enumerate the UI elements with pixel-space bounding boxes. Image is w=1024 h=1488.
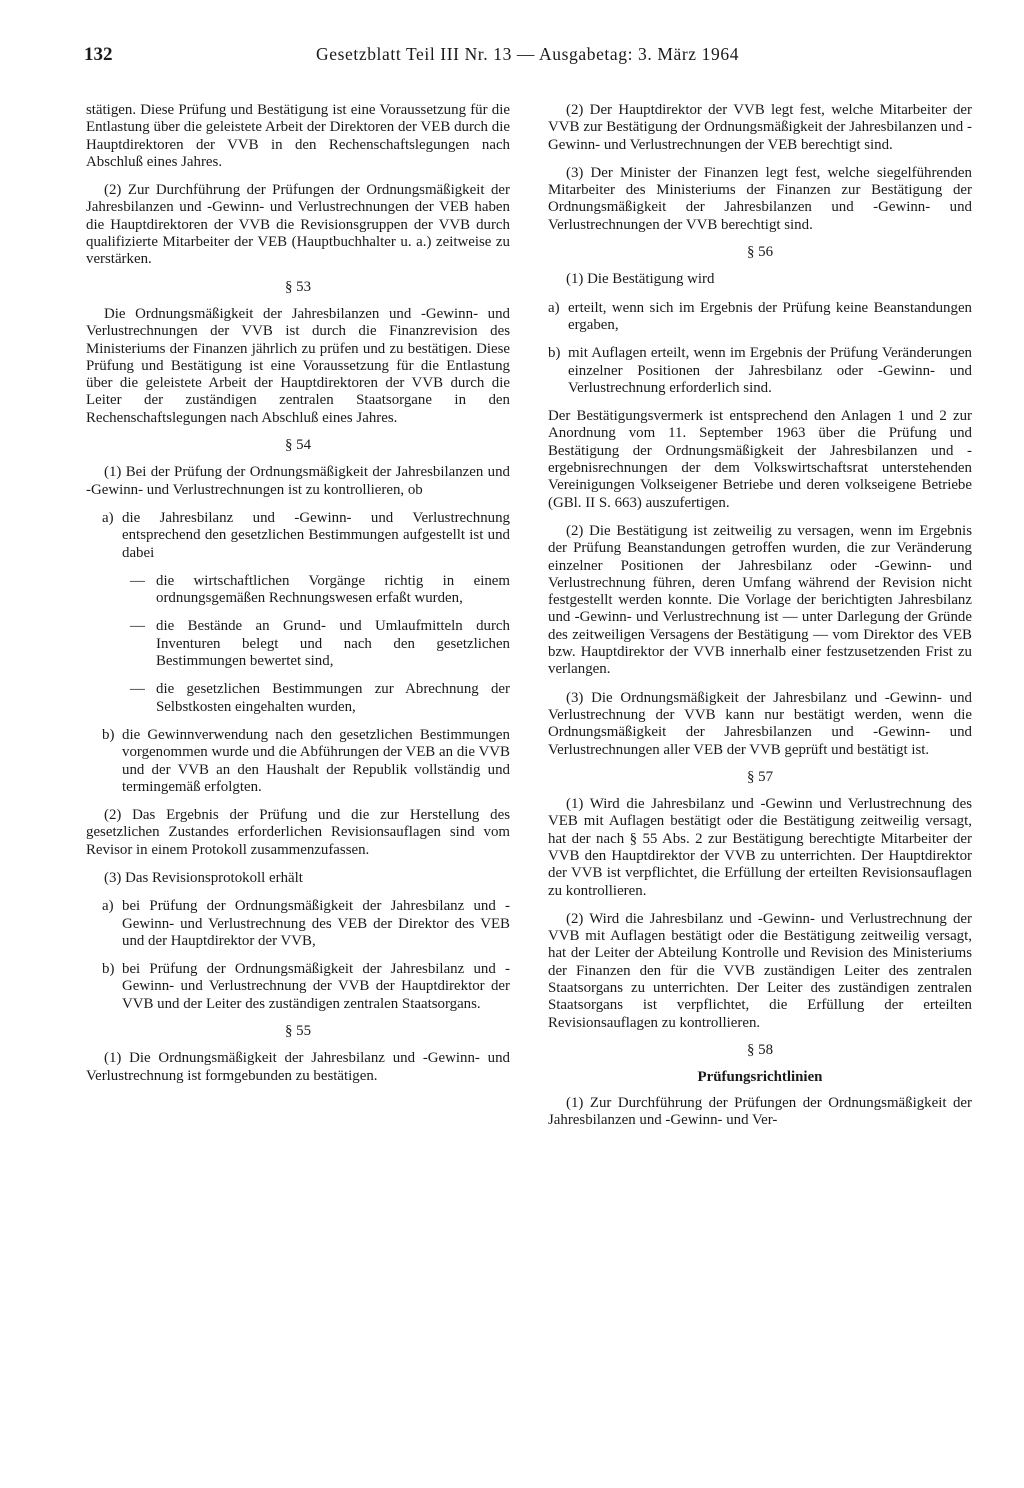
paragraph: (1) Die Ordnungsmäßigkeit der Jahresbilanz und -Gewinn- und Verlustrechnung ist formgebunden zu bestätigen. (86, 1050, 510, 1084)
section-heading-56: § 56 (746, 244, 774, 261)
list-text: mit Auflagen erteilt, wenn im Ergebnis der Prüfung Veränderungen einzelner Positionen der Jahresbilanz oder -Gewinn- und Verlustrechnung erforderlich sind. (568, 345, 972, 396)
section-heading-53: § 53 (284, 278, 312, 295)
list-item-b (102, 961, 510, 1013)
list-label: a) (548, 299, 560, 316)
section-heading-58: § 58 (746, 1041, 774, 1058)
list-label: b) (102, 961, 115, 978)
paragraph: (1) Die Bestätigung wird (566, 271, 715, 288)
page-header (84, 44, 972, 72)
paragraph: (2) Zur Durchführung der Prüfungen der Ordnungsmäßigkeit der Jahresbilanzen und -Gewinn- und Verlustrechnungen der VEB haben die Hauptdirektoren der VVB die Revisionsgruppen der VVB durch qualifizierte Mitarbeiter der VEB (Hauptbuchhalter u. a.) zeitweise zu verstärken. (86, 182, 510, 268)
paragraph: (2) Die Bestätigung ist zeitweilig zu versagen, wenn im Ergebnis der Prüfung Beanstandungen getroffen wurden, die zur Veränderung einzelner Positionen der Jahresbilanz oder -Gewinn- und Verlustrechnung führen, deren Umfang während der Revision nicht festgestellt werden konnte. Die Vorlage der berichtigten Jahresbilanz und -Gewinn- und Verlustrechnung ist — unter Darlegung der Gründe des zeitweiligen Versagens der Bestätigung — vom Direktor des VEB bzw. Hauptdirektor der VVB innerhalb einer festzusetzenden Frist zu verlangen. (548, 522, 972, 678)
list-text: die gesetzlichen Bestimmungen zur Abrechnung der Selbstkosten eingehalten wurden, (156, 681, 510, 715)
paragraph: (2) Der Hauptdirektor der VVB legt fest, welche Mitarbeiter der VVB zur Bestätigung der Ordnungsmäßigkeit der Jahresbilanzen und -Gewinn- und Verlustrechnungen der VEB berechtigt sind. (548, 102, 972, 153)
paragraph: Die Ordnungsmäßigkeit der Jahresbilanzen und -Gewinn- und Verlustrechnungen der VVB ist durch die Finanzrevision des Ministeriums der Finanzen jährlich zu prüfen und zu bestätigen. Diese Prüfung und Bestätigung ist eine Voraussetzung für die Entlastung über die geleistete Arbeit der Hauptdirektoren der VVB durch die Leiter der zuständigen zentralen Staatsorgane in den Rechenschaftslegungen nach Abschluß eines Jahres. (86, 305, 510, 426)
list-item-a (548, 300, 972, 335)
list-text: erteilt, wenn sich im Ergebnis der Prüfung keine Beanstandungen ergaben, (568, 299, 972, 333)
section-heading-55: § 55 (284, 1023, 312, 1040)
paragraph: (1) Zur Durchführung der Prüfungen der Ordnungsmäßigkeit der Jahresbilanzen und -Gewinn- und Ver- (548, 1094, 972, 1128)
paragraph: (2) Wird die Jahresbilanz und -Gewinn- und Verlustrechnung der VVB mit Auflagen bestätigt oder die Bestätigung zeitweilig versagt, hat der Leiter der Abteilung Kontrolle und Revision des Ministeriums der Finanzen den für die VVB zuständigen Leiter des zentralen Staatsorgans zu unterrichten. Der Leiter des zuständigen zentralen Staatsorgans ist verpflichtet, die Erfüllung der erteilten Revisionsauflagen zu kontrollieren. (548, 910, 972, 1031)
paragraph: (3) Die Ordnungsmäßigkeit der Jahresbilanz und -Gewinn- und Verlustrechnung der VVB kann nur bestätigt werden, wenn die Ordnungsmäßigkeit der Jahresbilanzen und -Gewinn- und Verlustrechnungen aller VEB der VVB geprüft und bestätigt ist. (548, 689, 972, 758)
dash-mark: — (130, 681, 145, 698)
list-item-a (102, 510, 510, 562)
paragraph: (3) Das Revisionsprotokoll erhält (104, 869, 303, 886)
list-label: a) (102, 898, 114, 915)
paragraph: (1) Wird die Jahresbilanz und -Gewinn und Verlustrechnung des VEB mit Auflagen bestätigt oder die Bestätigung zeitweilig versagt, hat der nach § 55 Abs. 2 zur Bestätigung berechtigte Mitarbeiter der VVB den Hauptdirektor der VVB zu unterrichten. Der Hauptdirektor der VVB ist verpflichtet, die Erfüllung der erteilten Revisionsauflagen zu kontrollieren. (548, 796, 972, 899)
list-text: die Jahresbilanz und -Gewinn- und Verlustrechnung entsprechend den gesetzlichen Bestimmungen aufgestellt ist und dabei (122, 509, 510, 561)
list-item-a (102, 898, 510, 950)
right-column (548, 102, 972, 1129)
list-label: b) (102, 726, 115, 743)
left-column (86, 102, 510, 1085)
list-text: die Gewinnverwendung nach den gesetzlichen Bestimmungen vorgenommen wurde und die Abführungen der VEB an die VVB und der VVB an den Haushalt der Republik vollständig und termingemäß erfolgten. (122, 726, 510, 795)
dash-item (130, 618, 510, 670)
list-text: die wirtschaftlichen Vorgänge richtig in einem ordnungsgemäßen Rechnungswesen erfaßt wurden, (156, 572, 510, 607)
dash-mark: — (130, 572, 145, 589)
list-item-b (548, 345, 972, 397)
list-text: die Bestände an Grund- und Umlaufmitteln durch Inventuren belegt und nach den gesetzlichen Bestimmungen bewertet sind, (156, 618, 510, 670)
dash-item (130, 573, 510, 608)
paragraph: (1) Bei der Prüfung der Ordnungsmäßigkeit der Jahresbilanzen und -Gewinn- und Verlustrechnungen ist zu kontrollieren, ob (86, 464, 510, 498)
page-number: 132 (84, 44, 113, 65)
list-text: bei Prüfung der Ordnungsmäßigkeit der Jahresbilanz und -Gewinn- und Verlustrechnung der VVB der Hauptdirektor der VVB und der Leiter des zuständigen zentralen Staatsorgans. (122, 961, 510, 1012)
dash-item (130, 681, 510, 716)
paragraph: Der Bestätigungsvermerk ist entsprechend den Anlagen 1 und 2 zur Anordnung vom 11. September 1963 über die Prüfung und Bestätigung der Ordnungsmäßigkeit der Jahresbilanzen und -ergebnisrechnungen der dem Volkswirtschaftsrat unterstehenden Vereinigungen Volkseigener Betriebe und deren volkseigene Betriebe (GBl. II S. 663) auszufertigen. (548, 408, 972, 511)
section-heading-54: § 54 (284, 437, 312, 454)
section-title: Prüfungsrichtlinien (697, 1069, 823, 1086)
list-label: a) (102, 509, 114, 526)
section-heading-57: § 57 (746, 768, 774, 785)
paragraph: (2) Das Ergebnis der Prüfung und die zur Herstellung des gesetzlichen Zustandes erforderlichen Revisionsauflagen sind vom Revisor in einem Protokoll zusammenzufassen. (86, 807, 510, 858)
list-item-b (102, 727, 510, 796)
list-label: b) (548, 345, 561, 362)
list-text: bei Prüfung der Ordnungsmäßigkeit der Jahresbilanz und -Gewinn- und Verlustrechnung des VEB der Direktor des VEB und der Hauptdirektor der VVB, (122, 898, 510, 949)
dash-mark: — (130, 618, 145, 635)
paragraph: (3) Der Minister der Finanzen legt fest, welche siegelführenden Mitarbeiter des Ministeriums der Finanzen zur Bestätigung der Ordnungsmäßigkeit der Jahresbilanzen und -Gewinn- und Verlustrechnungen der VVB berechtigt sind. (548, 164, 972, 233)
paragraph: stätigen. Diese Prüfung und Bestätigung ist eine Voraussetzung für die Entlastung über die geleistete Arbeit der Direktoren der VEB durch die Hauptdirektoren der VVB in den Rechenschaftslegungen nach Abschluß eines Jahres. (86, 102, 510, 170)
running-title: Gesetzblatt Teil III Nr. 13 — Ausgabetag: 3. März 1964 (316, 44, 740, 64)
